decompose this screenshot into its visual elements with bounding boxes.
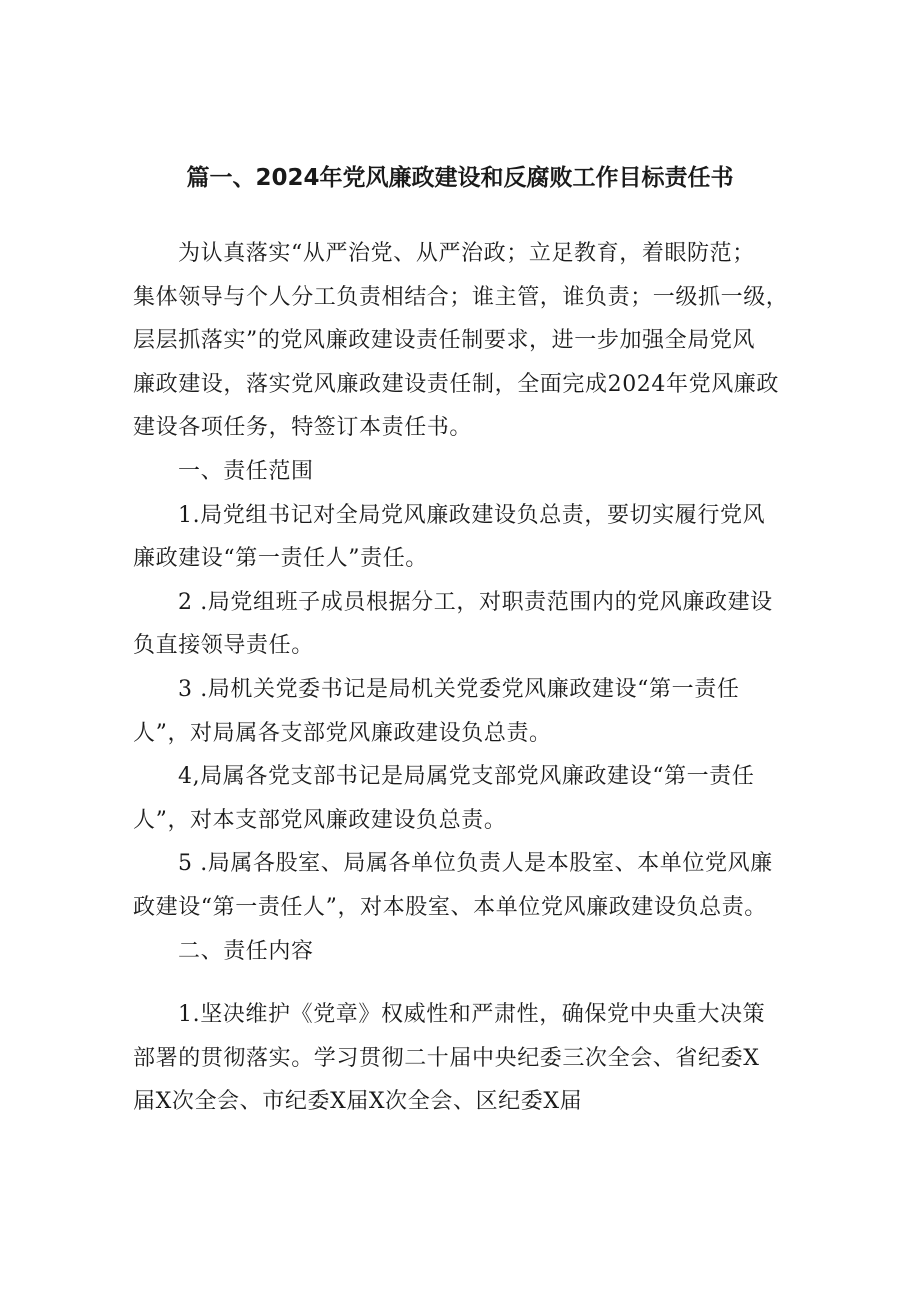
text-line: 4,局属各党支部书记是局属党支部党风廉政建设“第一责任 — [178, 764, 755, 790]
text-line: 人”，对局属各支部党风廉政建设负总责。 — [133, 720, 552, 746]
section-heading-content: 二、责任内容 — [178, 938, 314, 964]
text-line: 为认真落实“从严治党、从严治政；立足教育，着眼防范； — [178, 241, 755, 266]
document-title: 篇一、2024年党风廉政建设和反腐败工作目标责任书 — [186, 165, 734, 191]
scope-item-2 — [133, 581, 797, 668]
scope-item-5 — [133, 842, 797, 929]
scope-item-4 — [133, 755, 797, 842]
scope-item-3 — [133, 668, 797, 755]
text-line: 廉政建设“第一责任人”责任。 — [133, 546, 428, 572]
text-line: 负直接领导责任。 — [133, 633, 314, 659]
text-line: 层层抓落实”的党风廉政建设责任制要求，进一步加强全局党风 — [133, 328, 756, 354]
section-heading-scope: 一、责任范围 — [178, 458, 314, 484]
text-line: 建设各项任务，特签订本责任书。 — [133, 415, 473, 441]
scope-item-1 — [133, 494, 797, 581]
text-line: 1.坚决维护《党章》权威性和严肃性，确保党中央重大决策 — [178, 1002, 766, 1028]
document-body — [133, 232, 797, 1124]
text-line: 人”，对本支部党风廉政建设负总责。 — [133, 807, 507, 833]
content-item-1 — [133, 993, 797, 1124]
text-line: 2 .局党组班子成员根据分工，对职责范围内的党风廉政建设 — [178, 589, 773, 615]
text-line: 政建设“第一责任人”，对本股室、本单位党风廉政建设负总责。 — [133, 894, 767, 920]
text-line: 部署的贯彻落实。学习贯彻二十届中央纪委三次全会、省纪委X — [133, 1045, 760, 1071]
intro-paragraph — [133, 232, 797, 450]
text-line: 廉政建设，落实党风廉政建设责任制，全面完成2024年党风廉政 — [133, 371, 779, 397]
text-line: 届X次全会、市纪委X届X次全会、区纪委X届 — [133, 1089, 583, 1115]
text-line: 3 .局机关党委书记是局机关党委党风廉政建设“第一责任 — [178, 676, 740, 702]
spacer — [133, 973, 797, 993]
text-line: 集体领导与个人分工负责相结合；谁主管，谁负责；一级抓一级， — [133, 284, 789, 310]
text-line: 1.局党组书记对全局党风廉政建设负总责，要切实履行党风 — [178, 502, 766, 528]
text-line: 5 .局属各股室、局属各单位负责人是本股室、本单位党风廉 — [178, 851, 773, 877]
